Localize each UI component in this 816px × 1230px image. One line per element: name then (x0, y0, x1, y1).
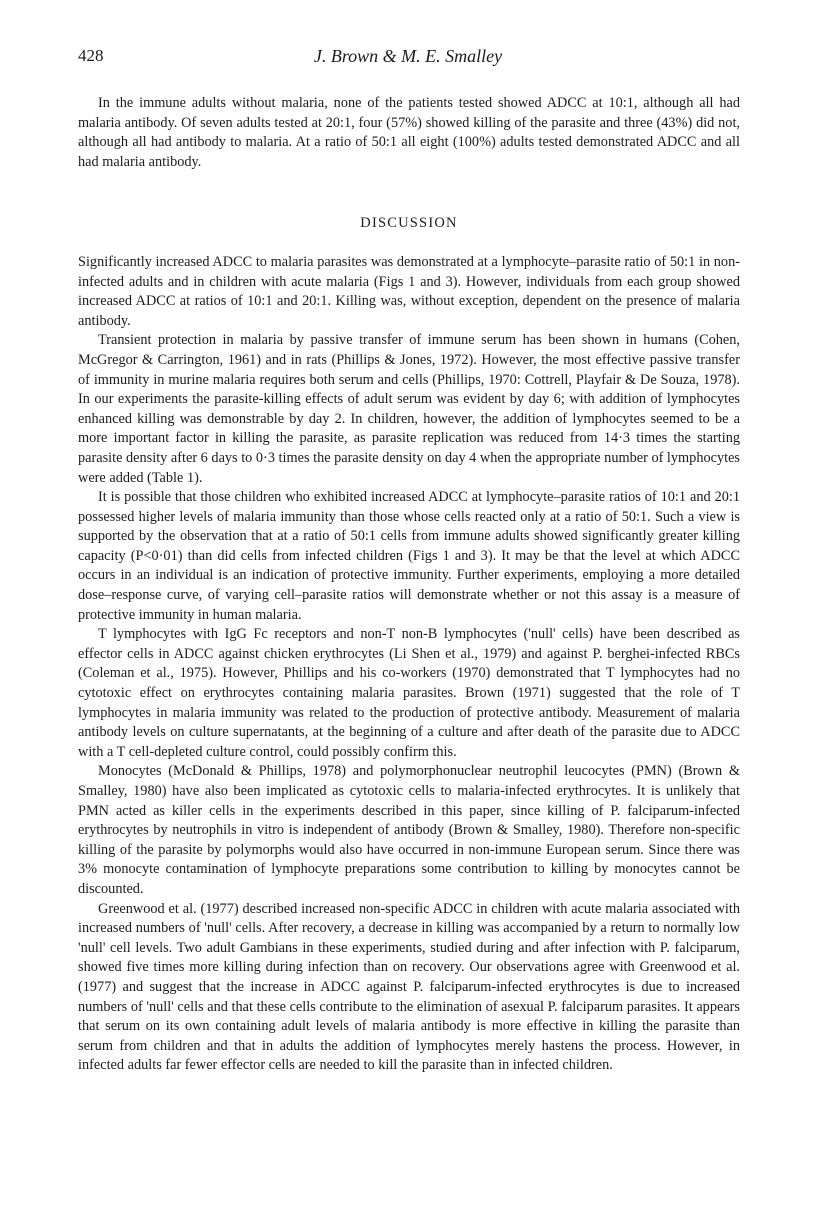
page-number: 428 (78, 46, 104, 65)
section-heading-discussion: DISCUSSION (360, 215, 458, 232)
discussion-paragraph-4: T lymphocytes with IgG Fc receptors and non-T non-B lymphocytes ('null' cells) have been described as effector cells in ADCC against chicken erythrocytes (Li Shen et al., 1979) and against P. berghei-infected RBCs (Coleman et al., 1975). However, Phillips and his co-workers (1970) demonstrated that T lymphocytes had no cytotoxic effect on erythrocytes containing malaria parasites. Brown (1971) suggested that the role of T lymphocytes in malaria immunity was related to the production of protective antibody. Measurement of malaria antibody levels on culture supernatants, at the beginning of a culture and after death of the parasite due to ADCC with a T cell-depleted culture control, could possibly confirm this. (78, 626, 740, 760)
page-header (78, 46, 738, 76)
discussion-paragraph-2: Transient protection in malaria by passive transfer of immune serum has been shown in humans (Cohen, McGregor & Carrington, 1961) and in rats (Phillips & Jones, 1972). However, the most effective passive transfer of immunity in murine malaria requires both serum and cells (Phillips, 1970: Cottrell, Playfair & De Souza, 1978). In our experiments the parasite-killing effects of adult serum was evident by day 6; with addition of lymphocytes enhanced killing was demonstrable by day 2. In children, however, the addition of lymphocytes seemed to be a more important factor in killing the parasite, as parasite replication was reduced from 14·3 times the starting parasite density after 6 days to 0·3 times the parasite density on day 4 when the appropriate number of lymphocytes were added (Table 1). (78, 332, 740, 486)
discussion-paragraph-5: Monocytes (McDonald & Phillips, 1978) and polymorphonuclear neutrophil leucocytes (PMN) (Brown & Smalley, 1980) have also been implicated as cytotoxic cells to malaria-infected erythrocytes. It is unlikely that PMN acted as killer cells in the experiments described in this paper, since killing of P. falciparum-infected erythrocytes by neutrophils in vitro is independent of antibody (Brown & Smalley, 1980). Therefore non-specific killing of the parasite by polymorphs would also have occurred in non-immune European serum. Since there was 3% monocyte contamination of lymphocyte preparations some contribution to killing by monocytes cannot be discounted. (78, 763, 740, 897)
running-title: J. Brown & M. E. Smalley (313, 46, 503, 66)
results-paragraph: In the immune adults without malaria, none of the patients tested showed ADCC at 10:1, although all had malaria antibody. Of seven adults tested at 20:1, four (57%) showed killing of the parasite and three (43%) did not, although all had antibody to malaria. At a ratio of 50:1 all eight (100%) adults tested demonstrated ADCC and all had malaria antibody. (78, 95, 740, 170)
discussion-paragraph-1: Significantly increased ADCC to malaria parasites was demonstrated at a lymphocyte–parasite ratio of 50:1 in non-infected adults and in children with acute malaria (Figs 1 and 3). However, individuals from each group showed increased ADCC at ratios of 10:1 and 20:1. Killing was, without exception, dependent on the presence of malaria antibody. (78, 253, 740, 329)
discussion-paragraph-3: It is possible that those children who exhibited increased ADCC at lymphocyte–parasite ratios of 10:1 and 20:1 possessed higher levels of malaria immunity than those whose cells reacted only at a ratio of 50:1. Such a view is supported by the observation that at a ratio of 50:1 cells from immune adults showed significantly greater killing capacity (P<0·01) than did cells from infected children (Figs 1 and 3). It may be that the level at which ADCC occurs in an individual is an indication of protective immunity. Further experiments, employing a more detailed dose–response curve, of varying cell–parasite ratios will demonstrate whether or not this assay is a measure of protective immunity in human malaria. (78, 489, 740, 623)
article-body (78, 94, 740, 1076)
discussion-paragraph-6: Greenwood et al. (1977) described increased non-specific ADCC in children with acute malaria associated with increased numbers of 'null' cells. After recovery, a decrease in killing was accompanied by a return to normally low 'null' cell levels. Two adult Gambians in these experiments, studied during and after infection with P. falciparum, showed five times more killing during infection than on recovery. Our observations agree with Greenwood et al. (1977) and suggest that the increase in ADCC against P. falciparum-infected erythrocytes is due to increased numbers of 'null' cells and that these cells contribute to the elimination of asexual P. falciparum parasites. It appears that serum on its own containing adult levels of malaria antibody is more effective in killing the parasite than serum from children and that in adults the addition of lymphocytes merely hastens the process. However, in infected adults far fewer effector cells are needed to kill the parasite than in infected children. (78, 900, 740, 1074)
